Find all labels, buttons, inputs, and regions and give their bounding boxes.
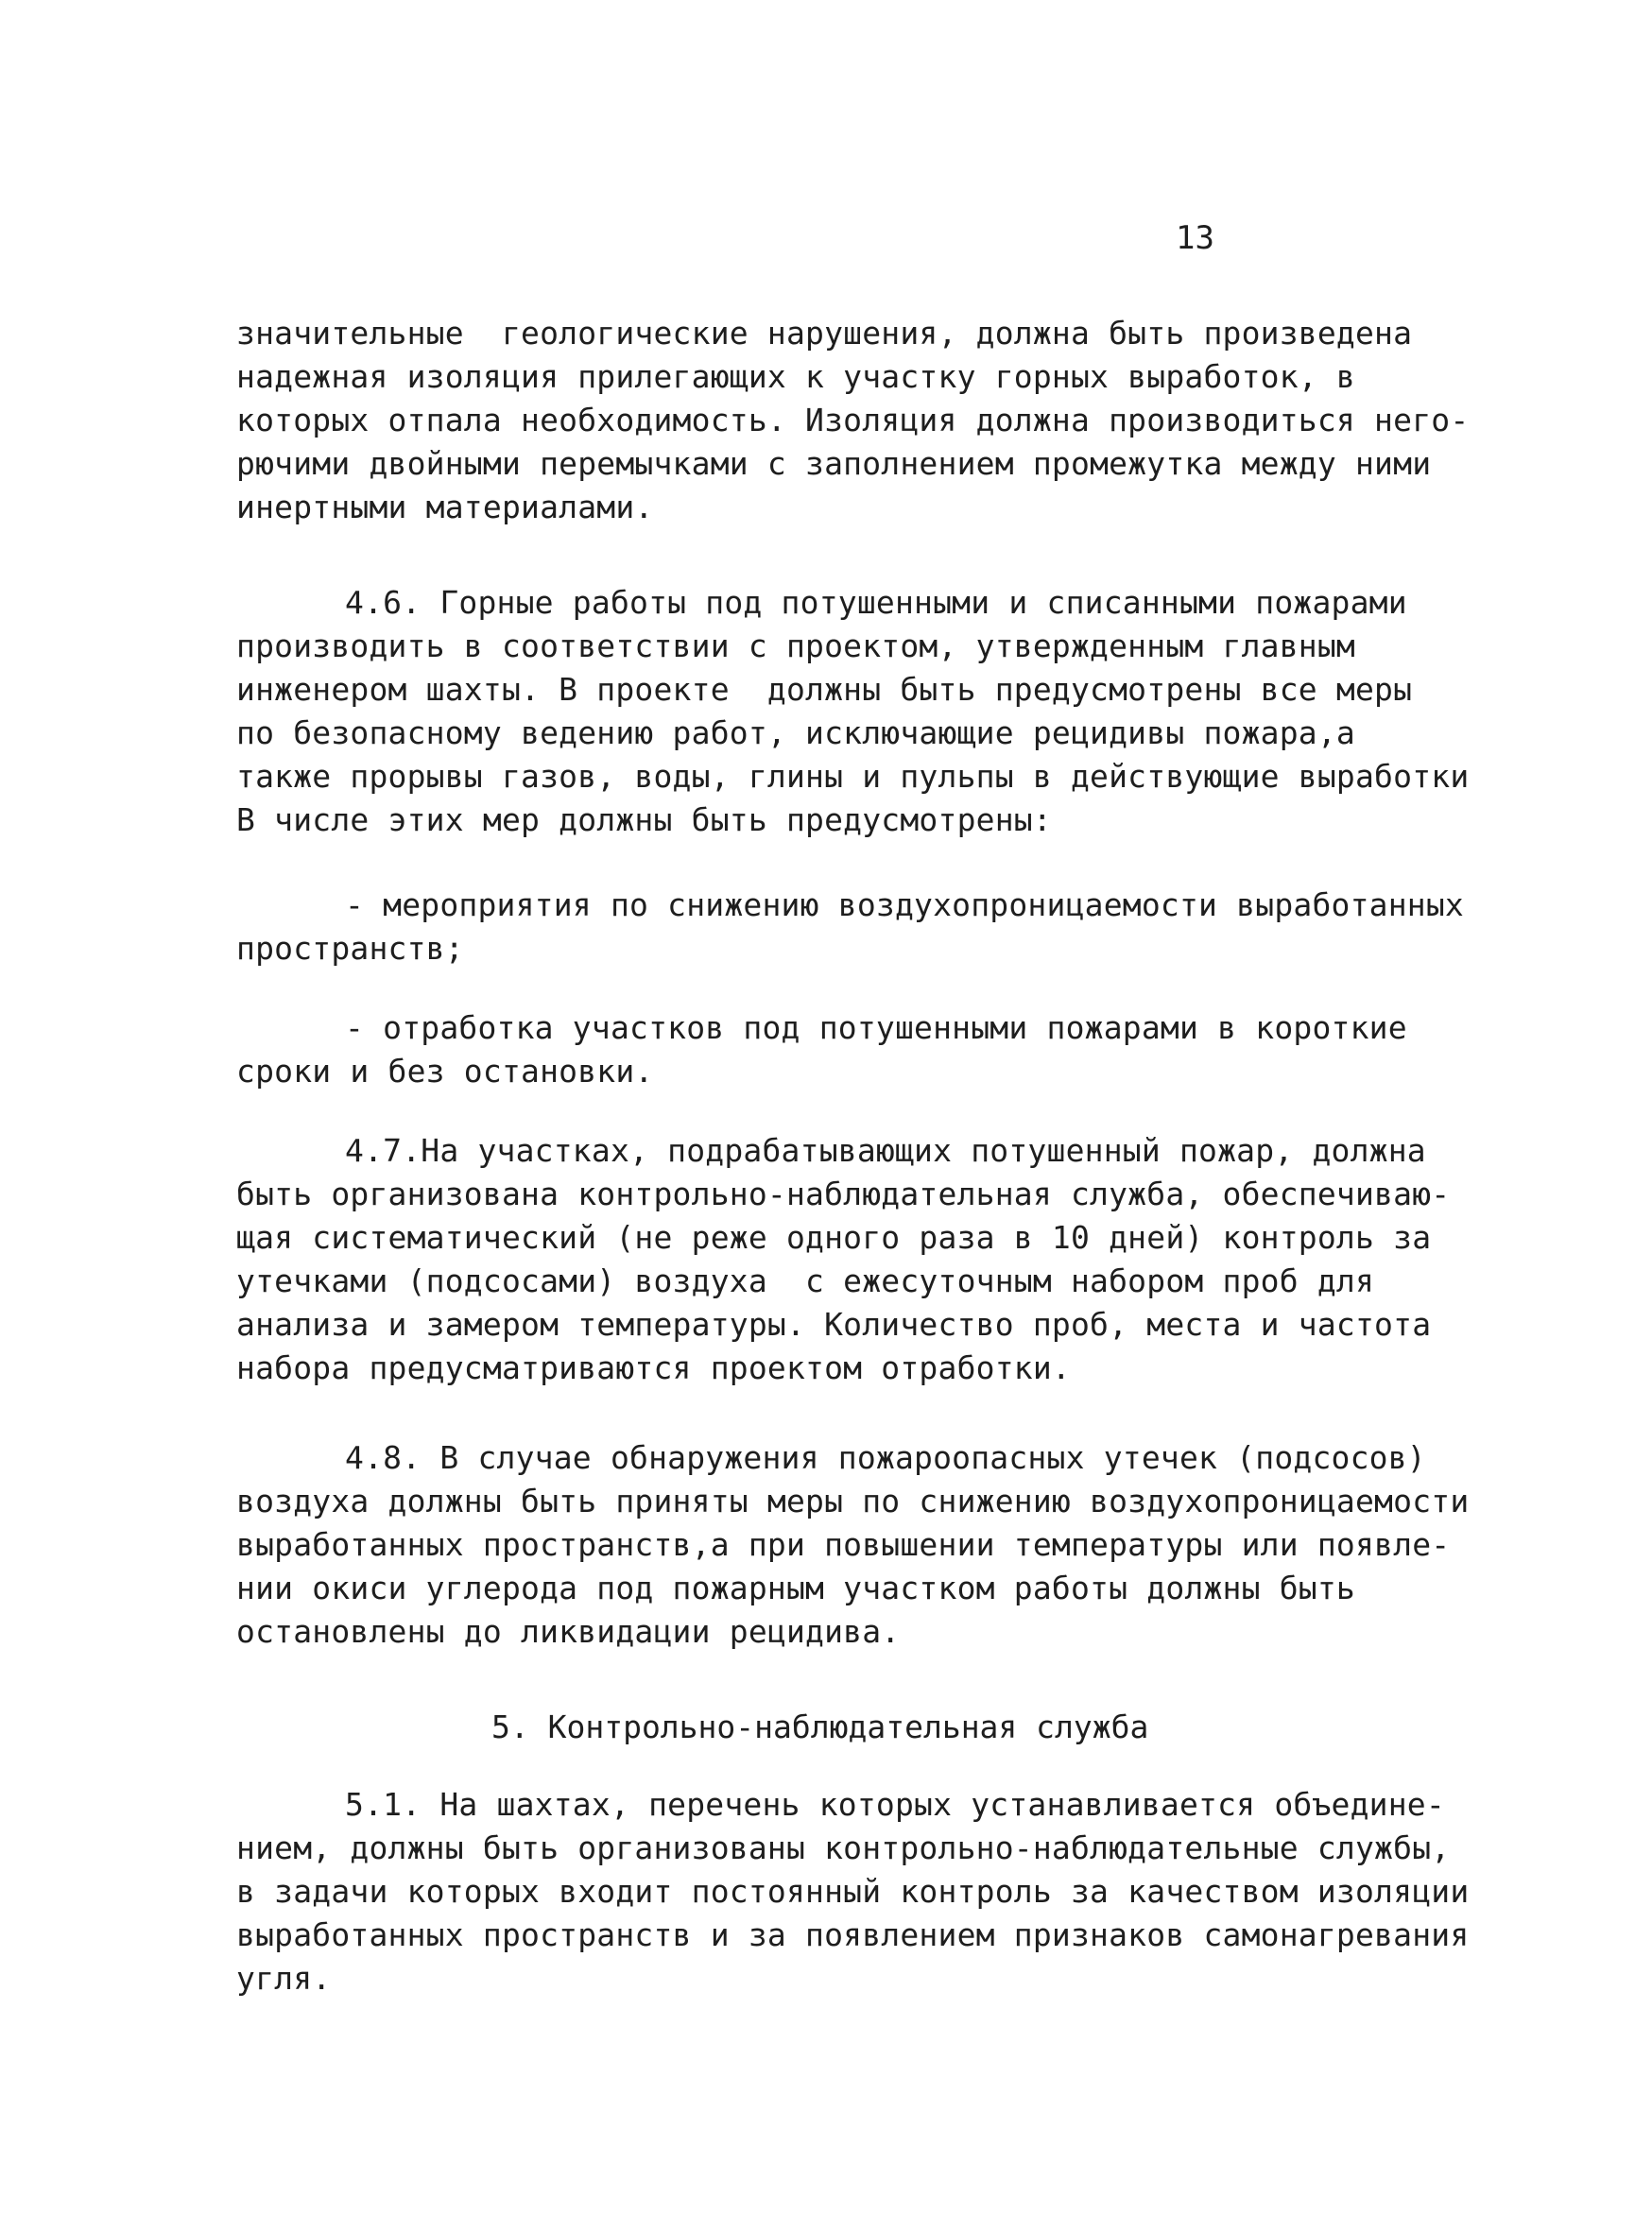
text-line: которых отпала необходимость. Изоляция должна производиться него- [236, 402, 1470, 438]
text-line: пространств; [236, 930, 464, 967]
text-line: - мероприятия по снижению воздухопроницаемости выработанных [345, 886, 1464, 923]
text-line: 4.6. Горные работы под потушенными и списанными пожарами [345, 584, 1407, 621]
text-line: угля. [236, 1960, 332, 1997]
text-line: 4.7.На участках, подрабатывающих потушенный пожар, должна [345, 1132, 1426, 1169]
text-line: сроки и без остановки. [236, 1053, 654, 1090]
text-line: В числе этих мер должны быть предусмотрены: [236, 801, 1052, 838]
text-line: нии окиси углерода под пожарным участком работы должны быть [236, 1570, 1355, 1606]
text-line: производить в соответствии с проектом, утвержденным главным [236, 627, 1355, 664]
text-line: значительные геологические нарушения, должна быть произведена [236, 315, 1413, 352]
text-line: в задачи которых входит постоянный контроль за качеством изоляции [236, 1873, 1470, 1910]
page-number: 13 [1176, 219, 1214, 257]
text-line: выработанных пространств и за появлением признаков самонагревания [236, 1916, 1470, 1953]
paragraph-4-6 [236, 581, 1470, 842]
text-line: 4.8. В случае обнаружения пожароопасных утечек (подсосов) [345, 1439, 1426, 1476]
paragraph-5-1 [236, 1783, 1470, 2000]
section-heading: 5. Контрольно-наблюдательная служба [491, 1708, 1149, 1745]
text-line: анализа и замером температуры. Количество проб, места и частота [236, 1306, 1432, 1343]
text-line: быть организована контрольно-наблюдательная служба, обеспечиваю- [236, 1176, 1451, 1212]
list-item-2 [236, 1006, 1427, 1093]
list-item-1 [236, 884, 1464, 970]
text-line: набора предусматриваются проектом отработки. [236, 1349, 1071, 1386]
text-line: выработанных пространств,а при повышении температуры или появле- [236, 1526, 1451, 1563]
text-line: надежная изоляция прилегающих к участку горных выработок, в [236, 358, 1355, 395]
paragraph-4-7 [236, 1129, 1451, 1390]
text-line: нием, должны быть организованы контрольно-наблюдательные службы, [236, 1829, 1451, 1866]
text-line: - отработка участков под потушенными пожарами в короткие [345, 1009, 1407, 1046]
text-line: утечками (подсосами) воздуха с ежесуточным набором проб для [236, 1262, 1375, 1299]
text-line: воздуха должны быть приняты меры по снижению воздухопроницаемости [236, 1483, 1470, 1519]
paragraph-4-8 [236, 1436, 1470, 1654]
text-line: по безопасному ведению работ, исключающие рецидивы пожара,а [236, 714, 1355, 751]
text-line: остановлены до ликвидации рецидива. [236, 1613, 901, 1650]
text-line: рючими двойными перемычками с заполнением промежутка между ними [236, 445, 1432, 482]
text-line: инженером шахты. В проекте должны быть предусмотрены все меры [236, 671, 1413, 708]
text-line: щая систематический (не реже одного раза в 10 дней) контроль за [236, 1219, 1432, 1256]
text-line: также прорывы газов, воды, глины и пульпы в действующие выработки [236, 758, 1470, 795]
paragraph-continuation [236, 312, 1470, 529]
text-line: инертными материалами. [236, 489, 654, 525]
text-line: 5.1. На шахтах, перечень которых устанавливается объедине- [345, 1786, 1445, 1823]
